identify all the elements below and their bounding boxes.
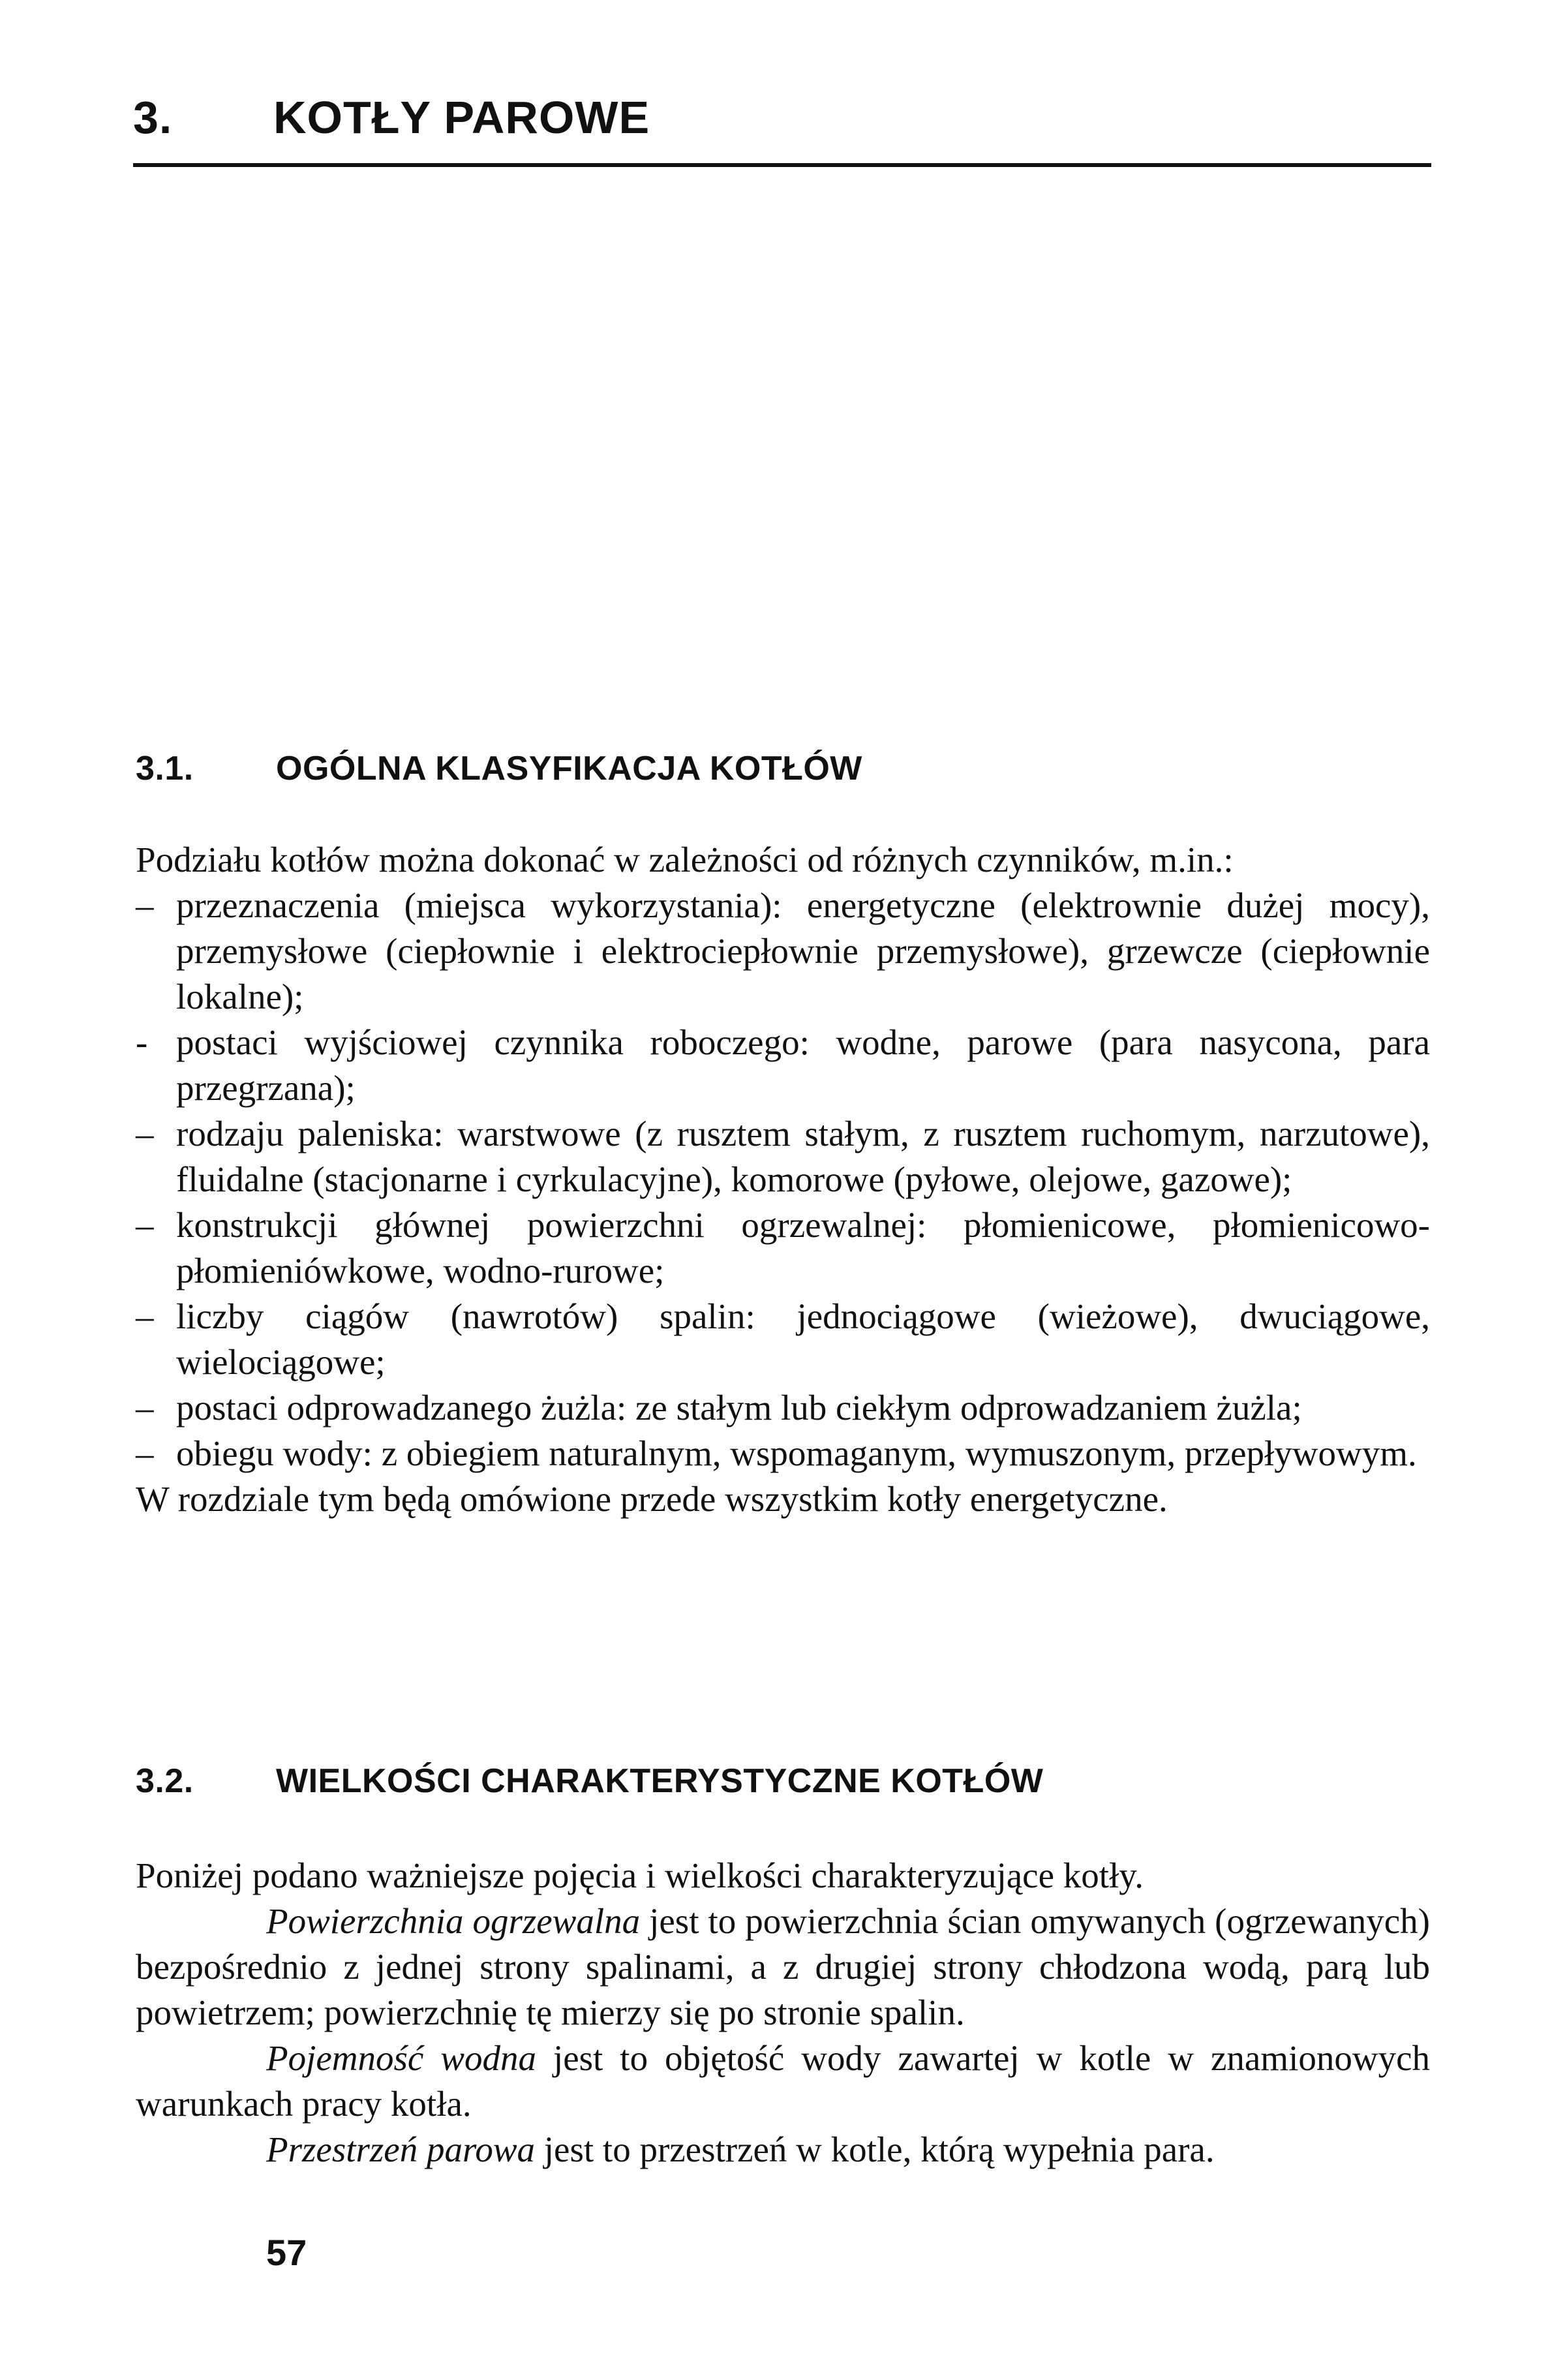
chapter-header	[133, 85, 1431, 167]
defined-term: Pojemność wodna	[266, 2038, 536, 2078]
dash-bullet: –	[136, 1433, 154, 1473]
defined-term: Przestrzeń parowa	[266, 2129, 536, 2169]
defined-term: Powierzchnia ogrzewalna	[266, 1901, 641, 1941]
chapter-title: KOTŁY PAROWE	[273, 92, 650, 143]
chapter-number: 3.	[133, 92, 173, 143]
dash-bullet: –	[136, 1205, 154, 1245]
definition-text: jest to powierzchnia ścian omywanych (ogrzewanych) bezpośrednio z jednej strony spalinami, a z drugiej strony chłodzona wodą, parą lub powietrzem; powierzchnię tę mierzy się po stronie spalin.	[136, 1901, 1430, 2032]
section-title: OGÓLNA KLASYFIKACJA KOTŁÓW	[276, 750, 862, 787]
list-item: – obiegu wody: z obiegiem naturalnym, wspomaganym, wymuszonym, przepływowym.	[136, 1431, 1430, 1476]
list-item: – postaci odprowadzanego żużla: ze stałym lub ciekłym odprowadzaniem żużla;	[136, 1385, 1430, 1431]
definition-text: jest to przestrzeń w kotle, którą wypełnia para.	[535, 2129, 1215, 2169]
section-title: WIELKOŚCI CHARAKTERYSTYCZNE KOTŁÓW	[276, 1762, 1044, 1800]
list-item: – liczby ciągów (nawrotów) spalin: jednociągowe (wieżowe), dwuciągowe, wielociągowe;	[136, 1294, 1430, 1385]
section-number: 3.2.	[136, 1762, 194, 1800]
dash-bullet: –	[136, 1388, 154, 1427]
dash-bullet: –	[136, 1114, 154, 1153]
definition-paragraph	[136, 2127, 1430, 2173]
section-2-body	[136, 1853, 1430, 2173]
dash-bullet: -	[136, 1022, 148, 1062]
list-item: – konstrukcji głównej powierzchni ogrzewalnej: płomienicowe, płomienicowo-płomieniówkowe, wodno-rurowe;	[136, 1202, 1430, 1294]
list-item: – rodzaju paleniska: warstwowe (z rusztem stałym, z rusztem ruchomym, narzutowe), fluidalne (stacjonarne i cyrkulacyjne), komorowe (pyłowe, olejowe, gazowe);	[136, 1111, 1430, 1202]
closing-paragraph: W rozdziale tym będą omówione przede wszystkim kotły energetyczne.	[136, 1479, 1168, 1519]
intro-paragraph: Poniżej podano ważniejsze pojęcia i wielkości charakteryzujące kotły.	[136, 1855, 1144, 1895]
dash-bullet: –	[136, 1296, 154, 1336]
definition-text: jest to objętość wody zawartej w kotle w znamionowych warunkach pracy kotła.	[136, 2038, 1430, 2124]
list-item: – przeznaczenia (miejsca wykorzystania): energetyczne (elektrownie dużej mocy), przemysłowe (ciepłownie i elektrociepłownie przemysłowe), grzewcze (ciepłownie lokalne);	[136, 883, 1430, 1020]
definition-paragraph	[136, 2036, 1430, 2127]
intro-paragraph: Podziału kotłów można dokonać w zależności od różnych czynników, m.in.:	[136, 840, 1234, 879]
classification-list	[136, 883, 1430, 1476]
section-1-body	[136, 837, 1430, 1522]
definition-paragraph	[136, 1899, 1430, 2036]
section-heading-3-1	[136, 749, 1310, 795]
dash-bullet: –	[136, 885, 154, 925]
section-number: 3.1.	[136, 750, 194, 787]
list-item: - postaci wyjściowej czynnika roboczego: wodne, parowe (para nasycona, para przegrzana);	[136, 1020, 1430, 1111]
section-heading-3-2	[136, 1762, 1310, 1807]
page-number: 57	[266, 2232, 307, 2273]
